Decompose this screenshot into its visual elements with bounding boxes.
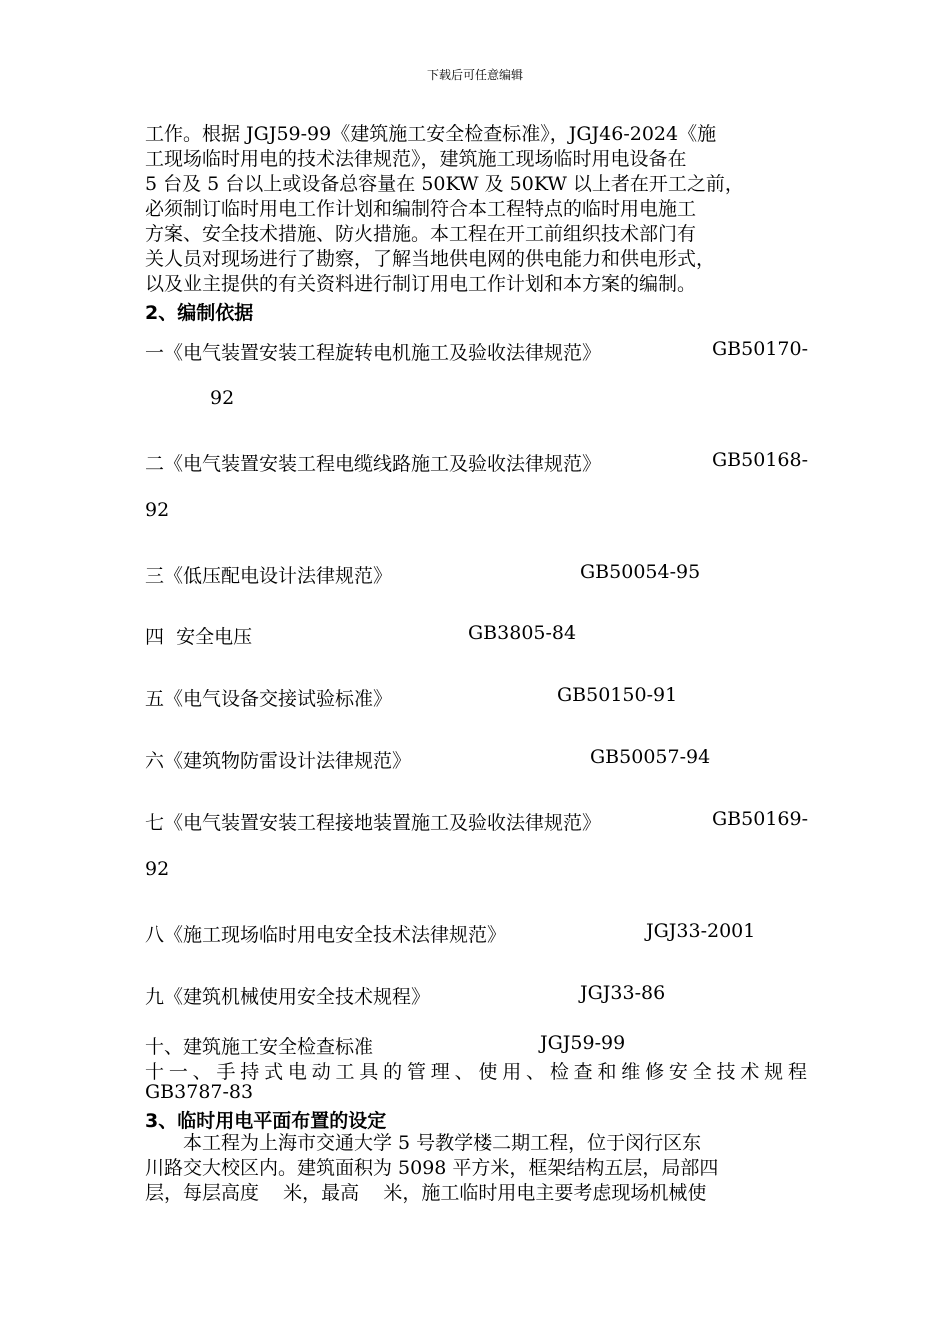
basis-code: GB50054-95: [580, 561, 701, 583]
basis-title: 九《建筑机械使用安全技术规程》: [145, 986, 431, 1008]
section-3-line: 层，每层高度 米，最高 米，施工临时用电主要考虑现场机械使: [145, 1182, 707, 1204]
basis-title: 六《建筑物防雷设计法律规范》: [145, 750, 412, 772]
section-2-heading: 2、编制依据: [145, 302, 254, 324]
basis-code: JGJ33-86: [580, 982, 666, 1004]
basis-code: GB3805-84: [468, 622, 577, 644]
section-3-line: 本工程为上海市交通大学 5 号教学楼二期工程，位于闵行区东: [183, 1132, 702, 1154]
section-3-heading: 3、临时用电平面布置的设定: [145, 1110, 387, 1132]
intro-line: 关人员对现场进行了勘察，了解当地供电网的供电能力和供电形式，: [145, 248, 716, 270]
section-3-paragraph: [145, 1131, 807, 1206]
basis-title: 八《施工现场临时用电安全技术法律规范》: [145, 924, 507, 946]
basis-title: 二《电气装置安装工程电缆线路施工及验收法律规范》: [145, 453, 602, 475]
intro-line: 以及业主提供的有关资料进行制订用电工作计划和本方案的编制。: [145, 273, 697, 295]
basis-code: GB50168-: [712, 449, 809, 471]
intro-paragraph: [145, 122, 815, 297]
intro-line: 5 台及 5 台以上或设备总容量在 50KW 及 50KW 以上者在开工之前，: [145, 173, 744, 195]
basis-title: 四 安全电压: [145, 626, 253, 648]
basis-code: GB50170-: [712, 338, 809, 360]
basis-code: JGJ33-2001: [646, 920, 756, 942]
intro-line: 必须制订临时用电工作计划和编制符合本工程特点的临时用电施工: [145, 198, 697, 220]
basis-code: JGJ59-99: [540, 1032, 626, 1054]
basis-code: GB50057-94: [590, 746, 711, 768]
basis-title: 七《电气装置安装工程接地装置施工及验收法律规范》: [145, 812, 602, 834]
basis-title: 三《低压配电设计法律规范》: [145, 565, 393, 587]
basis-code: GB3787-83: [145, 1081, 254, 1103]
intro-line: 方案、安全技术措施、防火措施。本工程在开工前组织技术部门有: [145, 223, 697, 245]
basis-code-continued: 92: [210, 387, 235, 409]
basis-title: 十、建筑施工安全检查标准: [145, 1036, 374, 1058]
intro-line: 工现场临时用电的技术法律规范》，建筑施工现场临时用电设备在: [145, 148, 687, 170]
basis-title: 十一、手持式电动工具的管理、使用、检查和维修安全技术规程: [145, 1061, 807, 1083]
section-3-line: 川路交大校区内。建筑面积为 5098 平方米，框架结构五层，局部四: [145, 1157, 719, 1179]
basis-title: 五《电气设备交接试验标准》: [145, 688, 393, 710]
basis-code-continued: 92: [145, 499, 170, 521]
basis-code-continued: 92: [145, 858, 170, 880]
basis-title: 一《电气装置安装工程旋转电机施工及验收法律规范》: [145, 342, 602, 364]
intro-line: 工作。根据 JGJ59-99《建筑施工安全检查标准》，JGJ46-2024《施: [145, 123, 717, 145]
basis-code: GB50150-91: [557, 684, 678, 706]
basis-code: GB50169-: [712, 808, 809, 830]
page-header: 下载后可任意编辑: [426, 68, 523, 82]
